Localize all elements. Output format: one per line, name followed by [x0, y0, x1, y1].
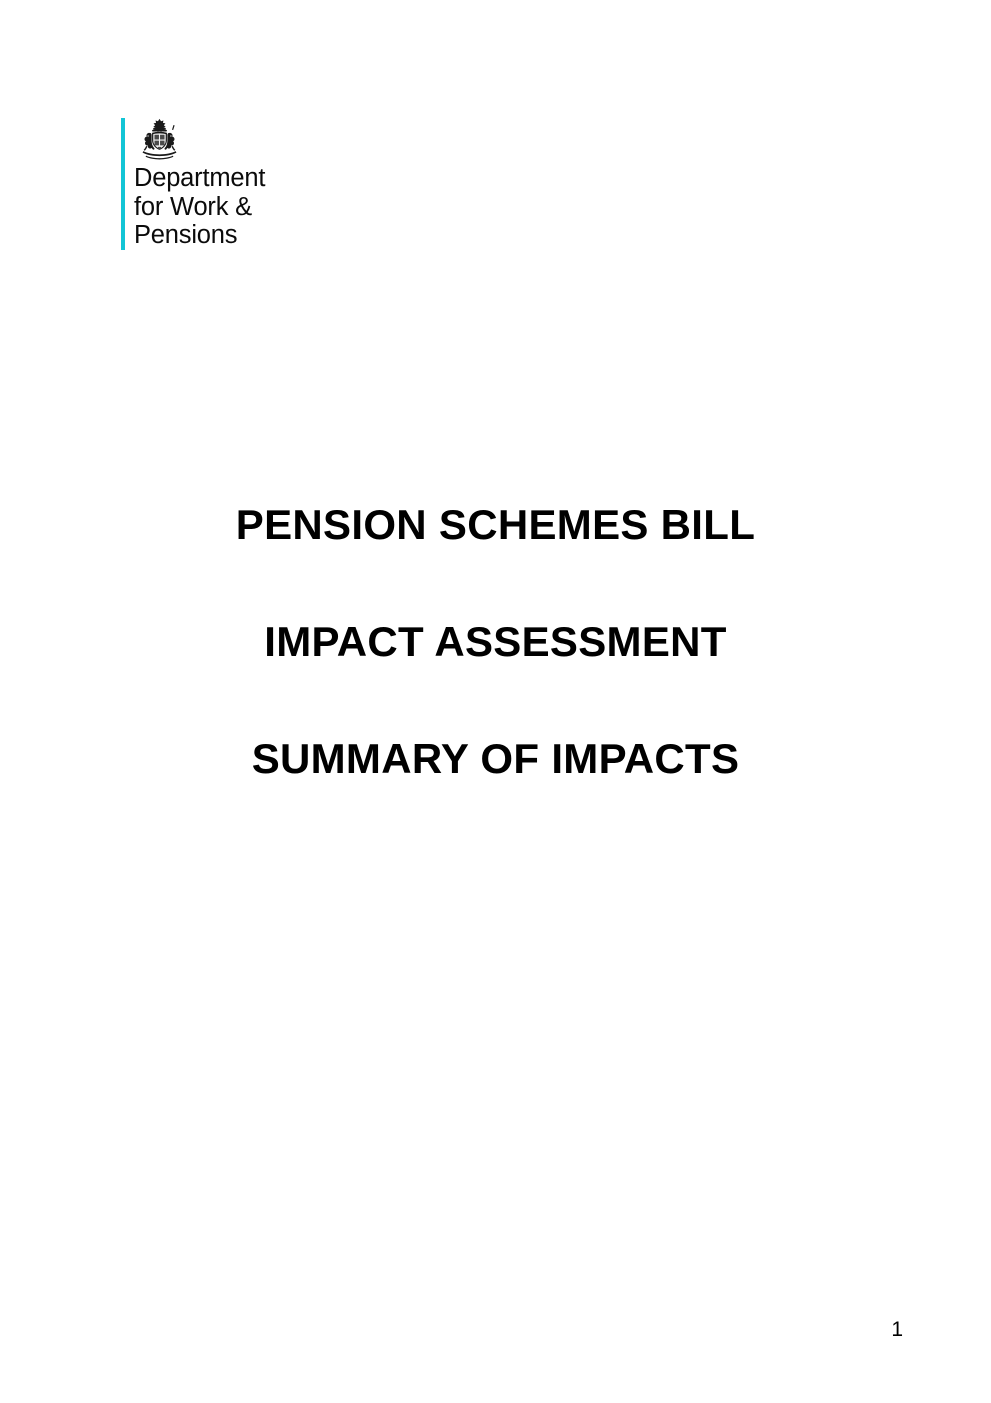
logo-content	[125, 118, 265, 250]
page-number: 1	[891, 1318, 903, 1341]
dwp-wordmark-line-department: Department	[134, 164, 266, 192]
dwp-wordmark-line-pensions: Pensions	[134, 221, 238, 249]
document-subtitle: IMPACT ASSESSMENT	[264, 618, 727, 665]
dwp-wordmark-line-for-work: for Work &	[134, 192, 252, 221]
document-title-block	[0, 466, 991, 817]
page-title: PENSION SCHEMES BILL	[235, 501, 756, 548]
dwp-logo	[121, 118, 265, 250]
royal-coat-of-arms-icon	[137, 118, 182, 161]
document-section-title: SUMMARY OF IMPACTS	[251, 735, 740, 782]
